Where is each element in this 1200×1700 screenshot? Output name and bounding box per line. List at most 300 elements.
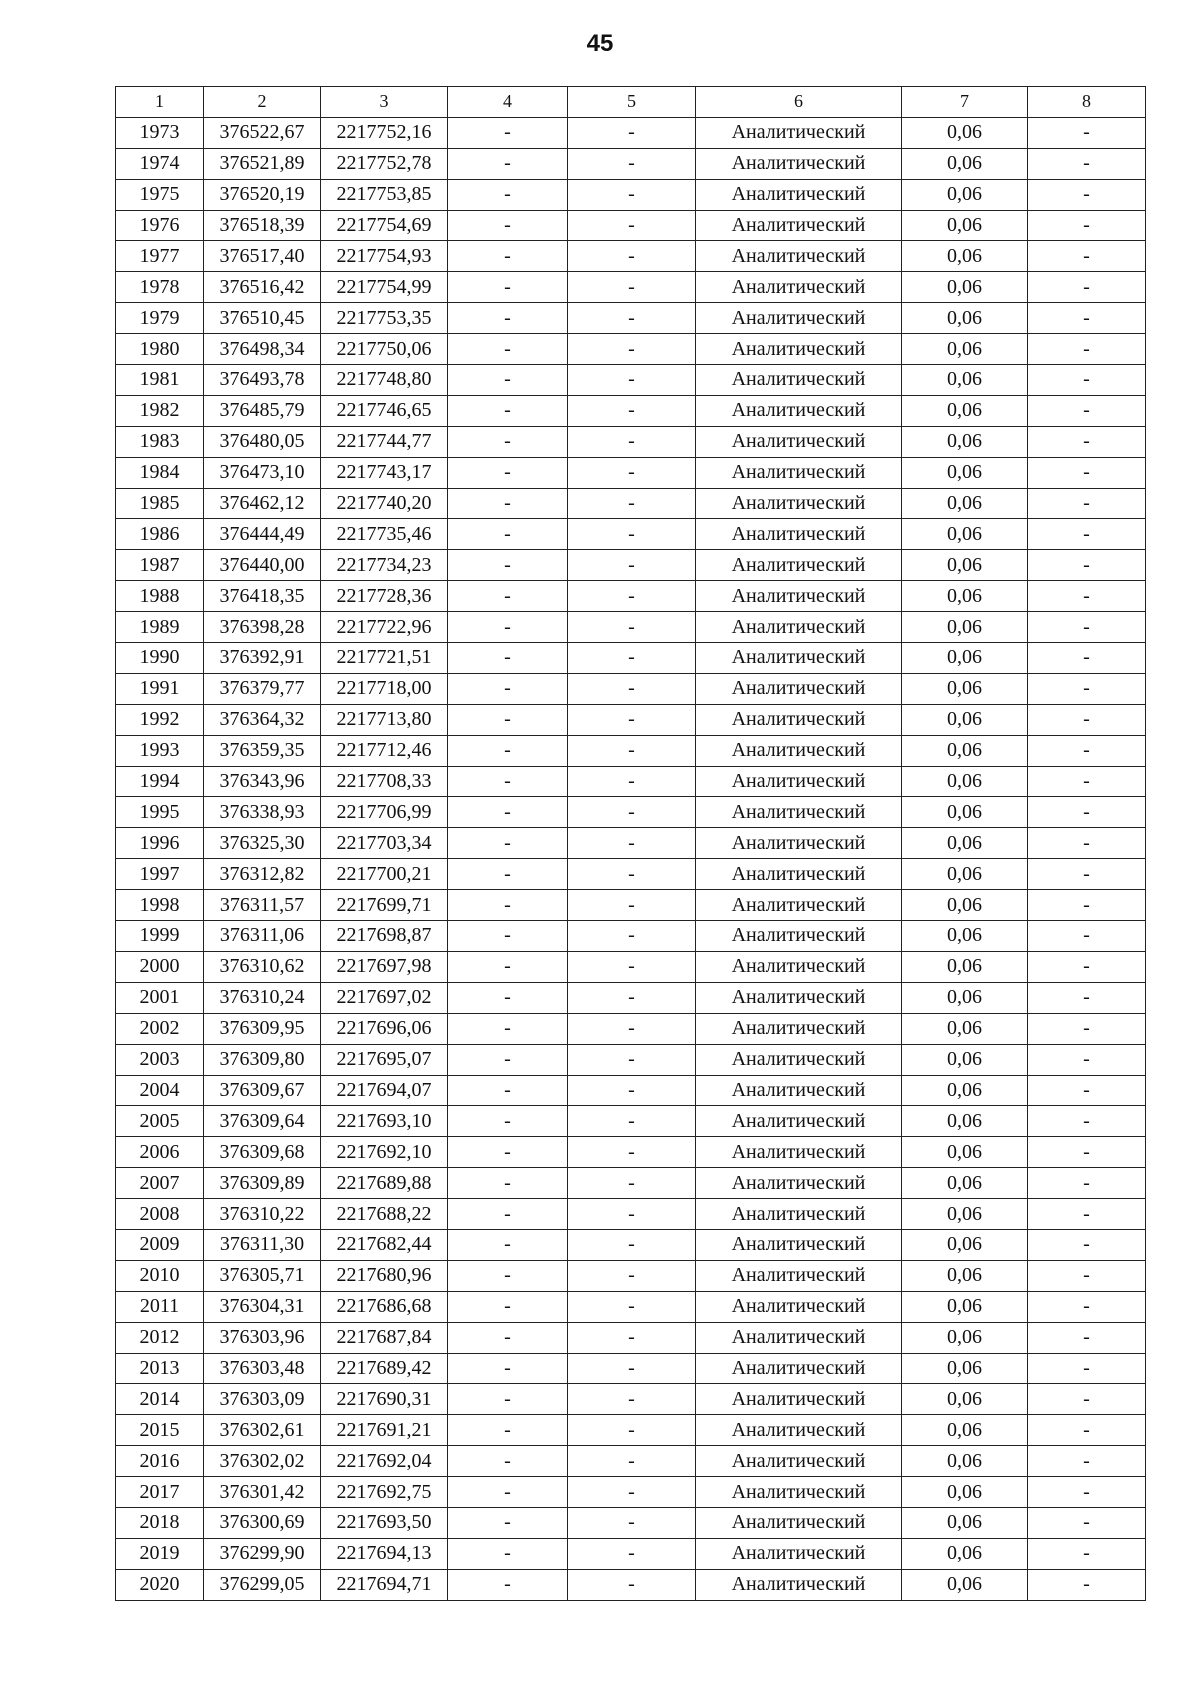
table-cell-col-2: 376310,62 <box>204 951 321 982</box>
table-cell-col-6: Аналитический <box>696 241 902 272</box>
table-row <box>116 1538 1146 1569</box>
table-cell-col-3: 2217695,07 <box>321 1044 448 1075</box>
table-cell-col-7: 0,06 <box>902 1477 1028 1508</box>
table-cell-col-7: 0,06 <box>902 766 1028 797</box>
table-cell-col-7: 0,06 <box>902 395 1028 426</box>
table-cell-col-1: 2004 <box>116 1075 204 1106</box>
table-cell-col-3: 2217689,88 <box>321 1168 448 1199</box>
table-cell-col-4: - <box>448 1353 568 1384</box>
table-cell-col-2: 376309,89 <box>204 1168 321 1199</box>
table-cell-col-5: - <box>568 334 696 365</box>
column-header-2: 2 <box>204 87 321 118</box>
table-cell-col-6: Аналитический <box>696 859 902 890</box>
table-cell-col-1: 2013 <box>116 1353 204 1384</box>
table-cell-col-3: 2217691,21 <box>321 1415 448 1446</box>
table-cell-col-5: - <box>568 890 696 921</box>
table-cell-col-7: 0,06 <box>902 457 1028 488</box>
table-cell-col-2: 376300,69 <box>204 1507 321 1538</box>
table-cell-col-3: 2217690,31 <box>321 1384 448 1415</box>
table-cell-col-3: 2217693,50 <box>321 1507 448 1538</box>
table-row <box>116 581 1146 612</box>
table-cell-col-2: 376473,10 <box>204 457 321 488</box>
table-cell-col-1: 2008 <box>116 1199 204 1230</box>
table-cell-col-8: - <box>1028 581 1146 612</box>
table-row <box>116 735 1146 766</box>
table-cell-col-6: Аналитический <box>696 117 902 148</box>
table-cell-col-8: - <box>1028 117 1146 148</box>
table-cell-col-8: - <box>1028 457 1146 488</box>
table-cell-col-8: - <box>1028 1044 1146 1075</box>
table-cell-col-7: 0,06 <box>902 272 1028 303</box>
table-cell-col-1: 2000 <box>116 951 204 982</box>
table-header <box>116 87 1146 118</box>
table-cell-col-3: 2217688,22 <box>321 1199 448 1230</box>
table-cell-col-4: - <box>448 395 568 426</box>
table-cell-col-7: 0,06 <box>902 148 1028 179</box>
table-cell-col-8: - <box>1028 735 1146 766</box>
table-cell-col-5: - <box>568 550 696 581</box>
table-row <box>116 766 1146 797</box>
table-cell-col-3: 2217752,16 <box>321 117 448 148</box>
table-cell-col-2: 376303,96 <box>204 1322 321 1353</box>
table-cell-col-6: Аналитический <box>696 982 902 1013</box>
table-cell-col-3: 2217694,71 <box>321 1569 448 1600</box>
table-cell-col-5: - <box>568 1291 696 1322</box>
table-cell-col-4: - <box>448 148 568 179</box>
table-cell-col-4: - <box>448 1322 568 1353</box>
table-cell-col-2: 376364,32 <box>204 704 321 735</box>
table-cell-col-8: - <box>1028 1106 1146 1137</box>
table-row <box>116 1446 1146 1477</box>
table-cell-col-6: Аналитический <box>696 1507 902 1538</box>
table-cell-col-7: 0,06 <box>902 1507 1028 1538</box>
table-cell-col-3: 2217753,85 <box>321 179 448 210</box>
table-cell-col-6: Аналитический <box>696 210 902 241</box>
table-row <box>116 1507 1146 1538</box>
table-cell-col-3: 2217692,75 <box>321 1477 448 1508</box>
table-row <box>116 426 1146 457</box>
table-cell-col-1: 2002 <box>116 1013 204 1044</box>
table-cell-col-1: 2018 <box>116 1507 204 1538</box>
table-cell-col-5: - <box>568 1569 696 1600</box>
table-cell-col-4: - <box>448 704 568 735</box>
table-cell-col-3: 2217694,07 <box>321 1075 448 1106</box>
table-cell-col-5: - <box>568 1446 696 1477</box>
table-cell-col-3: 2217754,93 <box>321 241 448 272</box>
table-cell-col-5: - <box>568 1168 696 1199</box>
table-cell-col-5: - <box>568 1013 696 1044</box>
table-cell-col-3: 2217754,69 <box>321 210 448 241</box>
table-cell-col-6: Аналитический <box>696 704 902 735</box>
table-cell-col-1: 1981 <box>116 365 204 396</box>
table-cell-col-8: - <box>1028 797 1146 828</box>
table-cell-col-5: - <box>568 117 696 148</box>
table-cell-col-7: 0,06 <box>902 1013 1028 1044</box>
table-cell-col-4: - <box>448 1260 568 1291</box>
table-cell-col-3: 2217700,21 <box>321 859 448 890</box>
table-cell-col-7: 0,06 <box>902 1075 1028 1106</box>
table-cell-col-8: - <box>1028 1353 1146 1384</box>
table-cell-col-4: - <box>448 1384 568 1415</box>
table-cell-col-5: - <box>568 1538 696 1569</box>
table-cell-col-8: - <box>1028 303 1146 334</box>
table-cell-col-6: Аналитический <box>696 179 902 210</box>
table-cell-col-1: 1980 <box>116 334 204 365</box>
table-cell-col-2: 376302,61 <box>204 1415 321 1446</box>
table-cell-col-4: - <box>448 612 568 643</box>
table-row <box>116 859 1146 890</box>
table-cell-col-8: - <box>1028 519 1146 550</box>
table-cell-col-6: Аналитический <box>696 1538 902 1569</box>
table-cell-col-7: 0,06 <box>902 1384 1028 1415</box>
table-cell-col-4: - <box>448 1569 568 1600</box>
table-cell-col-2: 376418,35 <box>204 581 321 612</box>
table-row <box>116 982 1146 1013</box>
table-cell-col-5: - <box>568 581 696 612</box>
column-header-6: 6 <box>696 87 902 118</box>
table-cell-col-6: Аналитический <box>696 1013 902 1044</box>
table-cell-col-8: - <box>1028 1291 1146 1322</box>
table-cell-col-8: - <box>1028 272 1146 303</box>
table-row <box>116 1229 1146 1260</box>
table-cell-col-1: 1973 <box>116 117 204 148</box>
table-row <box>116 1322 1146 1353</box>
table-cell-col-5: - <box>568 1044 696 1075</box>
table-cell-col-8: - <box>1028 704 1146 735</box>
table-cell-col-1: 2019 <box>116 1538 204 1569</box>
table-cell-col-8: - <box>1028 426 1146 457</box>
table-cell-col-6: Аналитический <box>696 1199 902 1230</box>
table-cell-col-4: - <box>448 1229 568 1260</box>
table-cell-col-5: - <box>568 303 696 334</box>
table-body <box>116 117 1146 1600</box>
table-cell-col-8: - <box>1028 395 1146 426</box>
table-cell-col-1: 1974 <box>116 148 204 179</box>
table-cell-col-1: 2003 <box>116 1044 204 1075</box>
table-cell-col-6: Аналитический <box>696 890 902 921</box>
table-row <box>116 148 1146 179</box>
table-cell-col-7: 0,06 <box>902 1538 1028 1569</box>
table-cell-col-5: - <box>568 673 696 704</box>
table-row <box>116 704 1146 735</box>
table-cell-col-4: - <box>448 179 568 210</box>
table-cell-col-6: Аналитический <box>696 766 902 797</box>
table-cell-col-6: Аналитический <box>696 1075 902 1106</box>
table-cell-col-7: 0,06 <box>902 1229 1028 1260</box>
table-cell-col-5: - <box>568 488 696 519</box>
table-row <box>116 365 1146 396</box>
table-cell-col-8: - <box>1028 1538 1146 1569</box>
table-cell-col-3: 2217696,06 <box>321 1013 448 1044</box>
table-cell-col-2: 376462,12 <box>204 488 321 519</box>
table-cell-col-4: - <box>448 890 568 921</box>
table-cell-col-3: 2217753,35 <box>321 303 448 334</box>
column-header-4: 4 <box>448 87 568 118</box>
table-cell-col-5: - <box>568 951 696 982</box>
table-cell-col-3: 2217692,04 <box>321 1446 448 1477</box>
table-cell-col-3: 2217699,71 <box>321 890 448 921</box>
table-cell-col-3: 2217706,99 <box>321 797 448 828</box>
table-cell-col-8: - <box>1028 1446 1146 1477</box>
table-cell-col-6: Аналитический <box>696 1322 902 1353</box>
table-cell-col-5: - <box>568 1477 696 1508</box>
table-cell-col-2: 376398,28 <box>204 612 321 643</box>
table-row <box>116 1569 1146 1600</box>
table-cell-col-1: 1989 <box>116 612 204 643</box>
table-cell-col-7: 0,06 <box>902 426 1028 457</box>
table-cell-col-3: 2217698,87 <box>321 921 448 952</box>
table-cell-col-3: 2217746,65 <box>321 395 448 426</box>
table-cell-col-2: 376480,05 <box>204 426 321 457</box>
table-row <box>116 1291 1146 1322</box>
table-cell-col-8: - <box>1028 890 1146 921</box>
table-cell-col-1: 1992 <box>116 704 204 735</box>
table-cell-col-7: 0,06 <box>902 643 1028 674</box>
table-cell-col-2: 376303,09 <box>204 1384 321 1415</box>
table-cell-col-3: 2217708,33 <box>321 766 448 797</box>
table-cell-col-6: Аналитический <box>696 1044 902 1075</box>
table-cell-col-7: 0,06 <box>902 828 1028 859</box>
table-cell-col-6: Аналитический <box>696 1229 902 1260</box>
table-row <box>116 519 1146 550</box>
table-cell-col-1: 1991 <box>116 673 204 704</box>
table-cell-col-4: - <box>448 117 568 148</box>
table-cell-col-7: 0,06 <box>902 704 1028 735</box>
table-cell-col-5: - <box>568 272 696 303</box>
table-cell-col-3: 2217754,99 <box>321 272 448 303</box>
table-cell-col-1: 1975 <box>116 179 204 210</box>
table-cell-col-4: - <box>448 1106 568 1137</box>
table-cell-col-6: Аналитический <box>696 395 902 426</box>
table-cell-col-4: - <box>448 1507 568 1538</box>
table-cell-col-8: - <box>1028 1013 1146 1044</box>
table-row <box>116 1044 1146 1075</box>
table-cell-col-4: - <box>448 673 568 704</box>
table-cell-col-8: - <box>1028 550 1146 581</box>
table-cell-col-3: 2217712,46 <box>321 735 448 766</box>
page-number: 45 <box>586 30 614 57</box>
table-cell-col-4: - <box>448 766 568 797</box>
table-cell-col-1: 1988 <box>116 581 204 612</box>
table-cell-col-3: 2217735,46 <box>321 519 448 550</box>
table-cell-col-8: - <box>1028 1322 1146 1353</box>
table-cell-col-4: - <box>448 426 568 457</box>
table-cell-col-4: - <box>448 581 568 612</box>
table-cell-col-8: - <box>1028 951 1146 982</box>
table-cell-col-5: - <box>568 828 696 859</box>
table-cell-col-3: 2217750,06 <box>321 334 448 365</box>
table-cell-col-8: - <box>1028 1569 1146 1600</box>
table-cell-col-1: 1994 <box>116 766 204 797</box>
table-cell-col-5: - <box>568 643 696 674</box>
table-cell-col-3: 2217748,80 <box>321 365 448 396</box>
table-cell-col-7: 0,06 <box>902 365 1028 396</box>
table-cell-col-1: 1993 <box>116 735 204 766</box>
table-cell-col-2: 376301,42 <box>204 1477 321 1508</box>
table-cell-col-1: 1998 <box>116 890 204 921</box>
table-cell-col-3: 2217740,20 <box>321 488 448 519</box>
table-cell-col-2: 376493,78 <box>204 365 321 396</box>
table-cell-col-6: Аналитический <box>696 643 902 674</box>
table-cell-col-7: 0,06 <box>902 179 1028 210</box>
table-cell-col-8: - <box>1028 1507 1146 1538</box>
table-cell-col-1: 2017 <box>116 1477 204 1508</box>
table-cell-col-5: - <box>568 1384 696 1415</box>
table-cell-col-1: 1995 <box>116 797 204 828</box>
table-cell-col-8: - <box>1028 766 1146 797</box>
table-row <box>116 210 1146 241</box>
table-cell-col-1: 1984 <box>116 457 204 488</box>
table-cell-col-2: 376303,48 <box>204 1353 321 1384</box>
table-cell-col-8: - <box>1028 1199 1146 1230</box>
table-cell-col-4: - <box>448 1291 568 1322</box>
table-cell-col-8: - <box>1028 148 1146 179</box>
table-cell-col-5: - <box>568 921 696 952</box>
table-cell-col-8: - <box>1028 365 1146 396</box>
table-cell-col-4: - <box>448 550 568 581</box>
table-row <box>116 117 1146 148</box>
table-row <box>116 1260 1146 1291</box>
table-cell-col-7: 0,06 <box>902 334 1028 365</box>
table-row <box>116 550 1146 581</box>
table-cell-col-7: 0,06 <box>902 673 1028 704</box>
table-cell-col-6: Аналитический <box>696 1569 902 1600</box>
table-cell-col-2: 376309,67 <box>204 1075 321 1106</box>
table-cell-col-5: - <box>568 1229 696 1260</box>
column-header-3: 3 <box>321 87 448 118</box>
table-cell-col-4: - <box>448 1538 568 1569</box>
table-cell-col-2: 376518,39 <box>204 210 321 241</box>
table-row <box>116 303 1146 334</box>
table-cell-col-4: - <box>448 1477 568 1508</box>
table-cell-col-1: 1976 <box>116 210 204 241</box>
table-cell-col-2: 376310,22 <box>204 1199 321 1230</box>
table-cell-col-4: - <box>448 1415 568 1446</box>
table-cell-col-4: - <box>448 519 568 550</box>
table-cell-col-1: 2006 <box>116 1137 204 1168</box>
table-cell-col-2: 376338,93 <box>204 797 321 828</box>
table-cell-col-8: - <box>1028 1137 1146 1168</box>
table-row <box>116 1168 1146 1199</box>
table-cell-col-4: - <box>448 303 568 334</box>
table-cell-col-4: - <box>448 1044 568 1075</box>
table-cell-col-6: Аналитический <box>696 612 902 643</box>
table-cell-col-1: 2005 <box>116 1106 204 1137</box>
table-row <box>116 1415 1146 1446</box>
table-cell-col-2: 376343,96 <box>204 766 321 797</box>
table-cell-col-4: - <box>448 797 568 828</box>
table-row <box>116 612 1146 643</box>
table-cell-col-2: 376304,31 <box>204 1291 321 1322</box>
table-cell-col-2: 376302,02 <box>204 1446 321 1477</box>
table-cell-col-2: 376310,24 <box>204 982 321 1013</box>
table-cell-col-5: - <box>568 766 696 797</box>
table-cell-col-6: Аналитический <box>696 426 902 457</box>
table-cell-col-6: Аналитический <box>696 921 902 952</box>
table-cell-col-1: 2001 <box>116 982 204 1013</box>
table-cell-col-2: 376359,35 <box>204 735 321 766</box>
table-row <box>116 1106 1146 1137</box>
table-row <box>116 1353 1146 1384</box>
table-cell-col-8: - <box>1028 828 1146 859</box>
table-cell-col-3: 2217722,96 <box>321 612 448 643</box>
table-cell-col-6: Аналитический <box>696 272 902 303</box>
table-cell-col-3: 2217682,44 <box>321 1229 448 1260</box>
table-cell-col-8: - <box>1028 859 1146 890</box>
table-row <box>116 921 1146 952</box>
table-row <box>116 272 1146 303</box>
table-cell-col-5: - <box>568 1507 696 1538</box>
table-cell-col-3: 2217718,00 <box>321 673 448 704</box>
table-cell-col-2: 376444,49 <box>204 519 321 550</box>
column-header-8: 8 <box>1028 87 1146 118</box>
table-cell-col-5: - <box>568 1322 696 1353</box>
table-cell-col-4: - <box>448 1013 568 1044</box>
table-cell-col-8: - <box>1028 921 1146 952</box>
table-cell-col-6: Аналитический <box>696 951 902 982</box>
table-cell-col-6: Аналитический <box>696 1106 902 1137</box>
table-cell-col-2: 376517,40 <box>204 241 321 272</box>
table-cell-col-2: 376440,00 <box>204 550 321 581</box>
table-cell-col-8: - <box>1028 488 1146 519</box>
table-cell-col-3: 2217734,23 <box>321 550 448 581</box>
table-cell-col-7: 0,06 <box>902 550 1028 581</box>
table-cell-col-8: - <box>1028 643 1146 674</box>
table-row <box>116 1013 1146 1044</box>
table-cell-col-3: 2217680,96 <box>321 1260 448 1291</box>
table-cell-col-6: Аналитический <box>696 673 902 704</box>
table-cell-col-8: - <box>1028 1075 1146 1106</box>
table-cell-col-3: 2217743,17 <box>321 457 448 488</box>
table-cell-col-6: Аналитический <box>696 148 902 179</box>
table-cell-col-2: 376299,90 <box>204 1538 321 1569</box>
column-header-1: 1 <box>116 87 204 118</box>
table-cell-col-5: - <box>568 704 696 735</box>
table-row <box>116 1477 1146 1508</box>
table-cell-col-6: Аналитический <box>696 1384 902 1415</box>
table-cell-col-8: - <box>1028 1168 1146 1199</box>
table-cell-col-1: 1983 <box>116 426 204 457</box>
table-cell-col-4: - <box>448 828 568 859</box>
table-cell-col-8: - <box>1028 612 1146 643</box>
table-cell-col-3: 2217687,84 <box>321 1322 448 1353</box>
table-cell-col-1: 1999 <box>116 921 204 952</box>
coordinates-table <box>115 86 1146 1601</box>
table-cell-col-1: 2007 <box>116 1168 204 1199</box>
table-cell-col-7: 0,06 <box>902 1291 1028 1322</box>
table-row <box>116 1384 1146 1415</box>
table-cell-col-5: - <box>568 365 696 396</box>
table-cell-col-1: 2015 <box>116 1415 204 1446</box>
table-cell-col-3: 2217728,36 <box>321 581 448 612</box>
table-cell-col-6: Аналитический <box>696 1446 902 1477</box>
table-cell-col-6: Аналитический <box>696 334 902 365</box>
table-cell-col-4: - <box>448 272 568 303</box>
table-cell-col-6: Аналитический <box>696 797 902 828</box>
table-cell-col-2: 376309,80 <box>204 1044 321 1075</box>
table-cell-col-7: 0,06 <box>902 1199 1028 1230</box>
table-row <box>116 1075 1146 1106</box>
table-cell-col-8: - <box>1028 673 1146 704</box>
table-row <box>116 395 1146 426</box>
table-cell-col-6: Аналитический <box>696 1415 902 1446</box>
table-cell-col-4: - <box>448 921 568 952</box>
table-cell-col-4: - <box>448 210 568 241</box>
table-cell-col-5: - <box>568 859 696 890</box>
table-cell-col-3: 2217703,34 <box>321 828 448 859</box>
table-cell-col-6: Аналитический <box>696 303 902 334</box>
column-header-5: 5 <box>568 87 696 118</box>
